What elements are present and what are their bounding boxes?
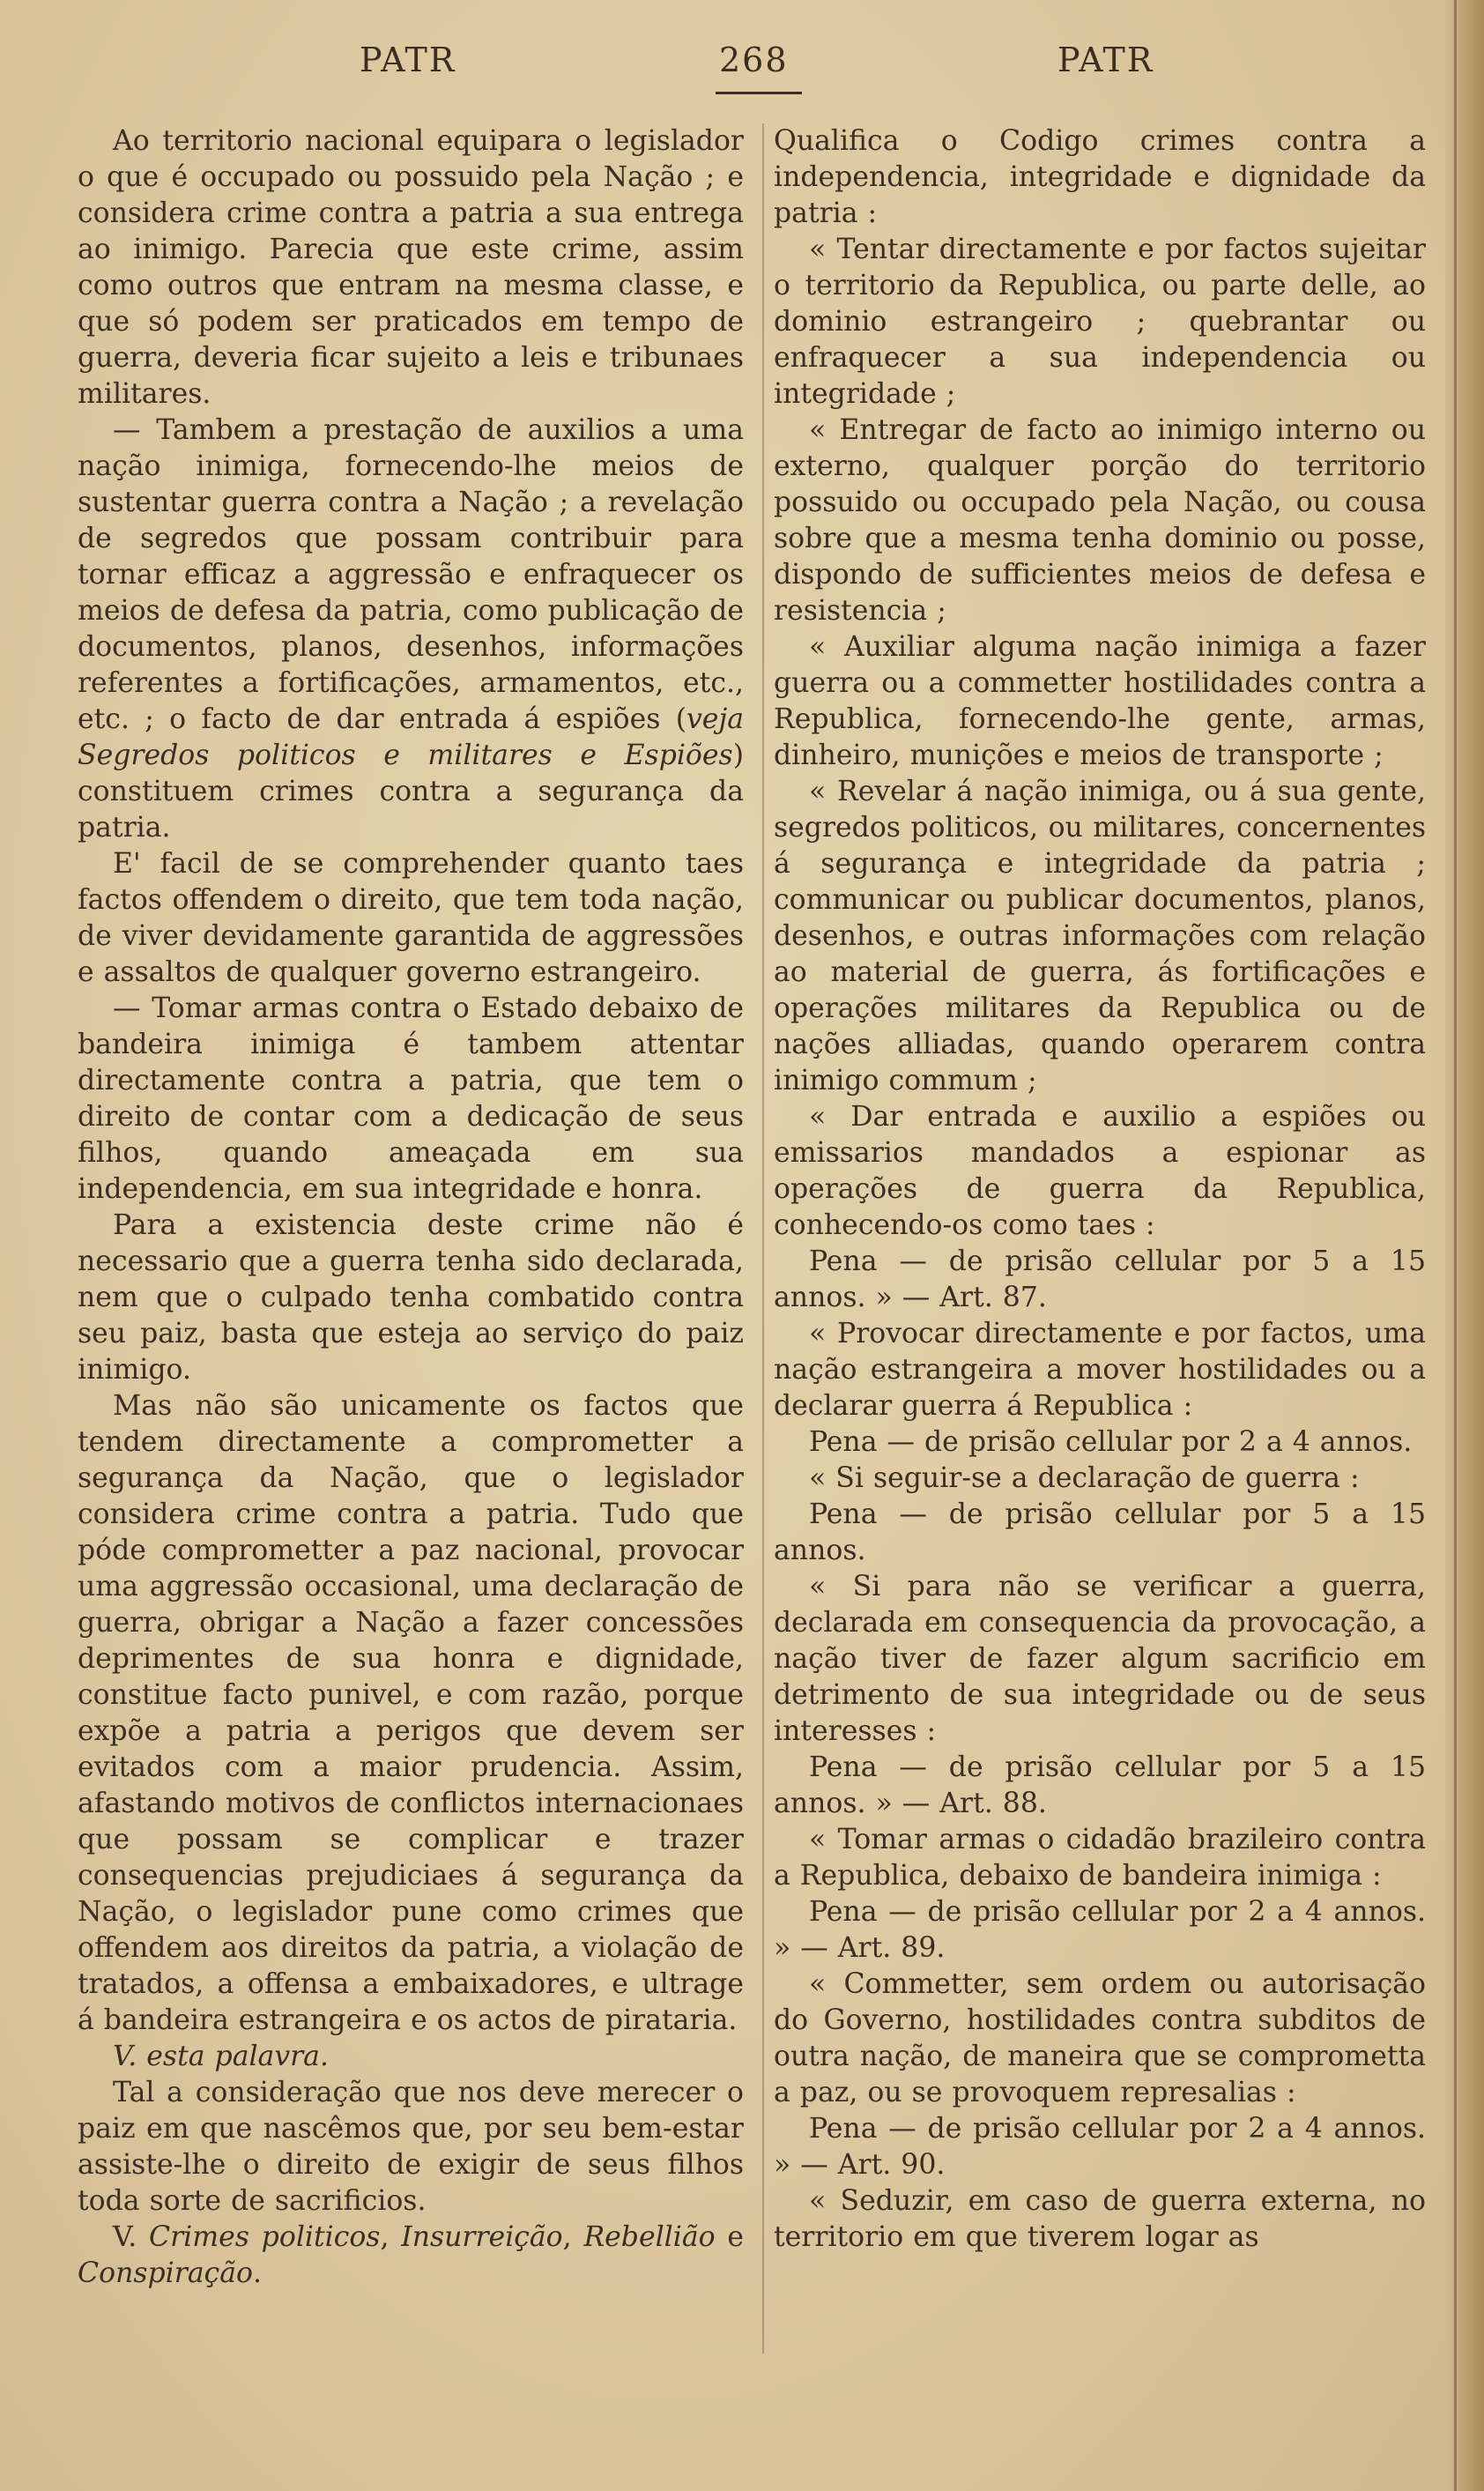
right-paragraph: « Tomar armas o cidadão brazileiro contra a Republica, debaixo de bandeira inimiga :: [774, 1824, 1426, 1892]
right-paragraph: « Tentar directamente e por factos sujeitar o territorio da Republica, ou parte delle, ao dominio estrangeiro ; quebrantar ou enfraquecer a sua independencia ou integridade ;: [774, 234, 1426, 410]
left-paragraph: E' facil de se comprehender quanto taes factos offendem o direito, que tem toda nação, de viver devidamente garantida de aggressões e assaltos de qualquer governo estrangeiro.: [78, 848, 744, 988]
right-paragraph: « Dar entrada e auxilio a espiões ou emissarios mandados a espionar as operações de guerra da Republica, conhecendo-os como taes :: [774, 1101, 1426, 1241]
left-see-also: V. Crimes politicos, Insurreição, Rebellião e Conspiração.: [78, 2221, 744, 2289]
right-paragraph: « Commetter, sem ordem ou autorisação do Governo, hostilidades contra subditos de outra nação, de maneira que se comprometta a paz, ou se provoquem represalias :: [774, 1968, 1426, 2108]
penalty-line: Pena — de prisão cellular por 5 a 15 annos.: [774, 1498, 1426, 1566]
left-column: [78, 123, 744, 2292]
penalty-line: Pena — de prisão cellular por 5 a 15 annos. » — Art. 87.: [774, 1246, 1426, 1313]
right-paragraph: « Si para não se verificar a guerra, declarada em consequencia da provocação, a nação tiver de fazer algum sacrificio em detrimento de sua integridade ou de seus interesses :: [774, 1571, 1426, 1747]
header-right-keyword: PATR: [1057, 41, 1154, 79]
right-paragraph: « Provocar directamente e por factos, uma nação estrangeira a mover hostilidades ou a declarar guerra á Republica :: [774, 1318, 1426, 1422]
right-paragraph: « Seduzir, em caso de guerra externa, no territorio em que tiverem logar as: [774, 2185, 1426, 2253]
right-paragraph: « Auxiliar alguma nação inimiga a fazer guerra ou a commetter hostilidades contra a Republica, fornecendo-lhe gente, armas, dinheiro, munições e meios de transporte ;: [774, 631, 1426, 771]
left-paragraph: — Tambem a prestação de auxilios a uma nação inimiga, fornecendo-lhe meios de sustentar guerra contra a Nação ; a revelação de segredos que possam contribuir para tornar efficaz a aggressão e enfraquecer os meios de defesa da patria, como publicação de documentos, planos, desenhos, informações referentes a fortificações, armamentos, etc., etc. ; o facto de dar entrada á espiões (veja Segredos politicos e militares e Espiões) constituem crimes contra a segurança da patria.: [78, 414, 744, 844]
column-divider: [762, 123, 764, 2353]
running-header: [78, 35, 1452, 97]
penalty-line: Pena — de prisão cellular por 2 a 4 annos. » — Art. 89.: [774, 1896, 1426, 1964]
page-number-underline: [716, 92, 802, 94]
left-paragraph: Mas não são unicamente os factos que tendem directamente a comprometter a segurança da Nação, que o legislador considera crime contra a patria. Tudo que póde comprometter a paz nacional, provocar uma aggressão occasional, uma declaração de guerra, obrigar a Nação a fazer concessões deprimentes de sua honra e dignidade, constitue facto punivel, e com razão, porque expõe a patria a perigos que devem ser evitados com a maior prudencia. Assim, afastando motivos de conflictos internacionaes que possam se complicar e trazer consequencias prejudiciaes á segurança da Nação, o legislador pune como crimes que offendem aos direitos da patria, a violação de tratados, a offensa a embaixadores, e ultrage á bandeira estrangeira e os actos de pirataria.: [78, 1390, 744, 2036]
left-cross-reference: V. esta palavra.: [113, 2041, 329, 2072]
page-number: 268: [719, 41, 789, 79]
cross-reference: veja Segredos politicos e militares e Espiões: [78, 703, 744, 771]
left-paragraph: Ao territorio nacional equipara o legislador o que é occupado ou possuido pela Nação ; e considera crime contra a patria a sua entrega ao inimigo. Parecia que este crime, assim como outros que entram na mesma classe, e que só podem ser praticados em tempo de guerra, deveria ficar sujeito a leis e tribunaes militares.: [78, 125, 744, 410]
penalty-line: Pena — de prisão cellular por 5 a 15 annos. » — Art. 88.: [774, 1751, 1426, 1819]
right-paragraph: « Entregar de facto ao inimigo interno ou externo, qualquer porção do territorio possuido ou occupado pela Nação, ou cousa sobre que a mesma tenha dominio ou posse, dispondo de sufficientes meios de defesa e resistencia ;: [774, 414, 1426, 627]
right-paragraph: « Revelar á nação inimiga, ou á sua gente, segredos politicos, ou militares, concernentes á segurança e integridade da patria ; communicar ou publicar documentos, planos, desenhos, e outras informações com relação ao material de guerra, ás fortificações e operações militares da Republica ou de nações alliadas, quando operarem contra inimigo commum ;: [774, 776, 1426, 1097]
left-paragraph: Tal a consideração que nos deve merecer o paiz em que nascêmos que, por seu bem-estar assiste-lhe o direito de exigir de seus filhos toda sorte de sacrificios.: [78, 2077, 744, 2217]
right-paragraph: « Si seguir-se a declaração de guerra :: [809, 1462, 1360, 1494]
left-paragraph: Para a existencia deste crime não é necessario que a guerra tenha sido declarada, nem que o culpado tenha combatido contra seu paiz, basta que esteja ao serviço do paiz inimigo.: [78, 1209, 744, 1386]
page-edge-line: [1454, 0, 1457, 2491]
penalty-line: Pena — de prisão cellular por 2 a 4 annos. » — Art. 90.: [774, 2113, 1426, 2181]
right-column: [774, 123, 1426, 2256]
left-paragraph: — Tomar armas contra o Estado debaixo de bandeira inimiga é tambem attentar directamente contra a patria, que tem o direito de contar com a dedicação de seus filhos, quando ameaçada em sua independencia, em sua integridade e honra.: [78, 993, 744, 1205]
penalty-line: Pena — de prisão cellular por 2 a 4 annos.: [809, 1426, 1413, 1458]
right-paragraph: Qualifica o Codigo crimes contra a independencia, integridade e dignidade da patria :: [774, 125, 1426, 229]
page-edge-shadow: [1445, 0, 1484, 2491]
header-left-keyword: PATR: [360, 41, 456, 79]
